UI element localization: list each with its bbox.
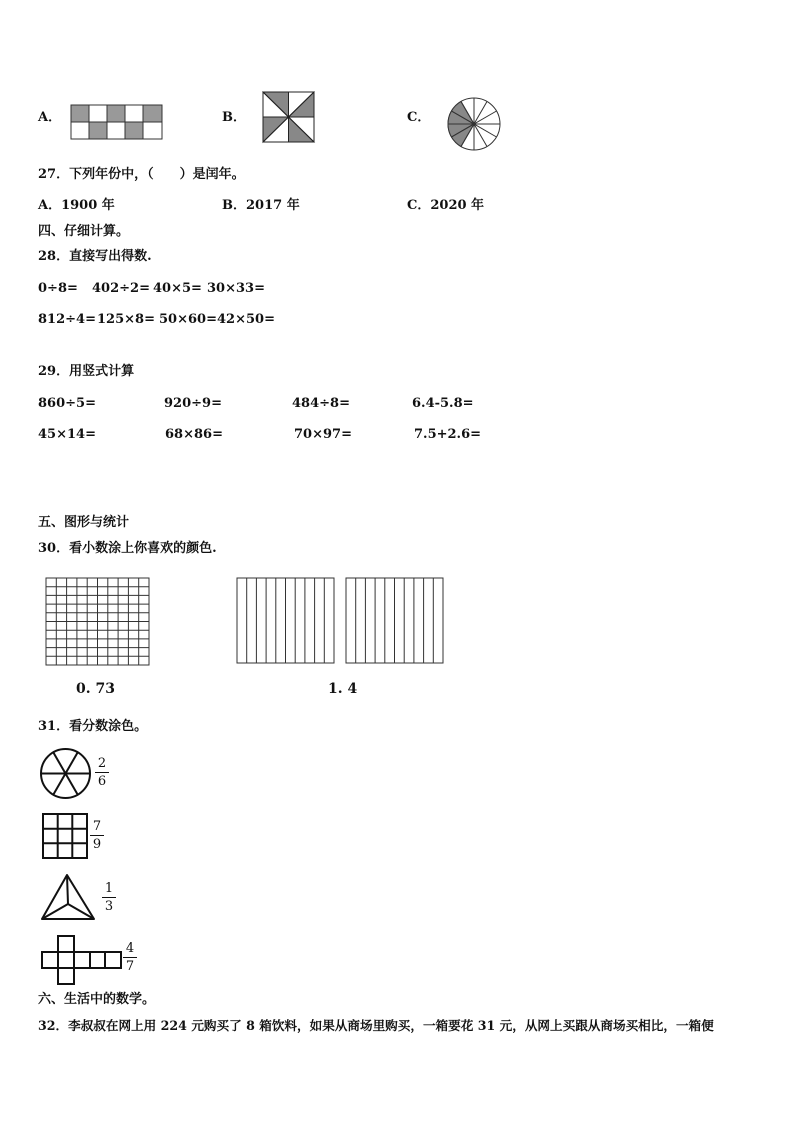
q29-item: 6.4-5.8= [412,396,474,411]
section-6-heading: 六、生活中的数学。 [38,992,156,1007]
q29-item: 7.5+2.6= [414,427,482,442]
q28-item: 30×33= [207,281,265,296]
question-28-stem: 28．直接写出得数. [38,249,152,264]
fraction-denominator: 3 [104,899,114,914]
q28-item: 40×5= [153,281,202,296]
fraction-numerator: 7 [92,819,102,834]
question-32-stem: 32．李叔叔在网上用 224 元购买了 8 箱饮料，如果从商场里购买，一箱要花 31 元，从网上买跟从商场买相比，一箱便 [38,1018,714,1033]
fraction-denominator: 7 [125,959,135,974]
triangle-thirds-figure [40,873,96,921]
decimal-label-14: 1. 4 [328,681,358,697]
question-27-stem: 27．下列年份中，（ ）是闰年。 [38,167,245,182]
option-a-grid-figure [70,104,165,141]
fraction-numerator: 1 [104,881,114,896]
q28-item: 0÷8= [38,281,78,296]
fraction-denominator: 9 [92,837,102,852]
tenths-strip-figure-1 [236,577,336,665]
cube-net-figure [41,935,123,985]
q29-item: 45×14= [38,427,96,442]
q29-item: 860÷5= [38,396,96,411]
fraction-numerator: 2 [97,756,107,771]
option-b-label: B． [222,110,246,125]
square-ninths-figure [42,813,88,859]
q29-item: 920÷9= [164,396,222,411]
question-30-stem: 30．看小数涂上你喜欢的颜色. [38,541,217,556]
option-b-square-figure [262,91,316,144]
q29-item: 68×86= [165,427,223,442]
tenths-strip-figure-2 [345,577,445,665]
fraction-7-9 [90,819,104,852]
decimal-label-073: 0. 73 [76,681,115,697]
fraction-2-6 [95,756,109,789]
option-c-circle-figure [446,96,502,152]
q29-item: 484÷8= [292,396,350,411]
q27-option-b: B．2017 年 [222,198,300,213]
section-5-heading: 五、图形与统计 [38,515,130,530]
q28-item: 125×8= [97,312,155,327]
q28-item: 42×50= [217,312,275,327]
q28-item: 50×60= [159,312,217,327]
question-29-stem: 29．用竖式计算 [38,364,135,379]
fraction-numerator: 4 [125,941,135,956]
circle-sixths-figure [39,747,92,800]
q27-option-a: A．1900 年 [38,198,115,213]
section-4-heading: 四、仔细计算。 [38,224,130,239]
option-c-label: C． [407,110,431,125]
q28-item: 402÷2= [92,281,150,296]
question-31-stem: 31．看分数涂色。 [38,719,148,734]
q27-option-c: C．2020 年 [407,198,485,213]
option-a-label: A． [38,110,62,125]
hundred-grid-figure [45,577,151,667]
fraction-1-3 [102,881,116,914]
q28-item: 812÷4= [38,312,96,327]
fraction-denominator: 6 [97,774,107,789]
fraction-4-7 [123,941,137,974]
q29-item: 70×97= [294,427,352,442]
